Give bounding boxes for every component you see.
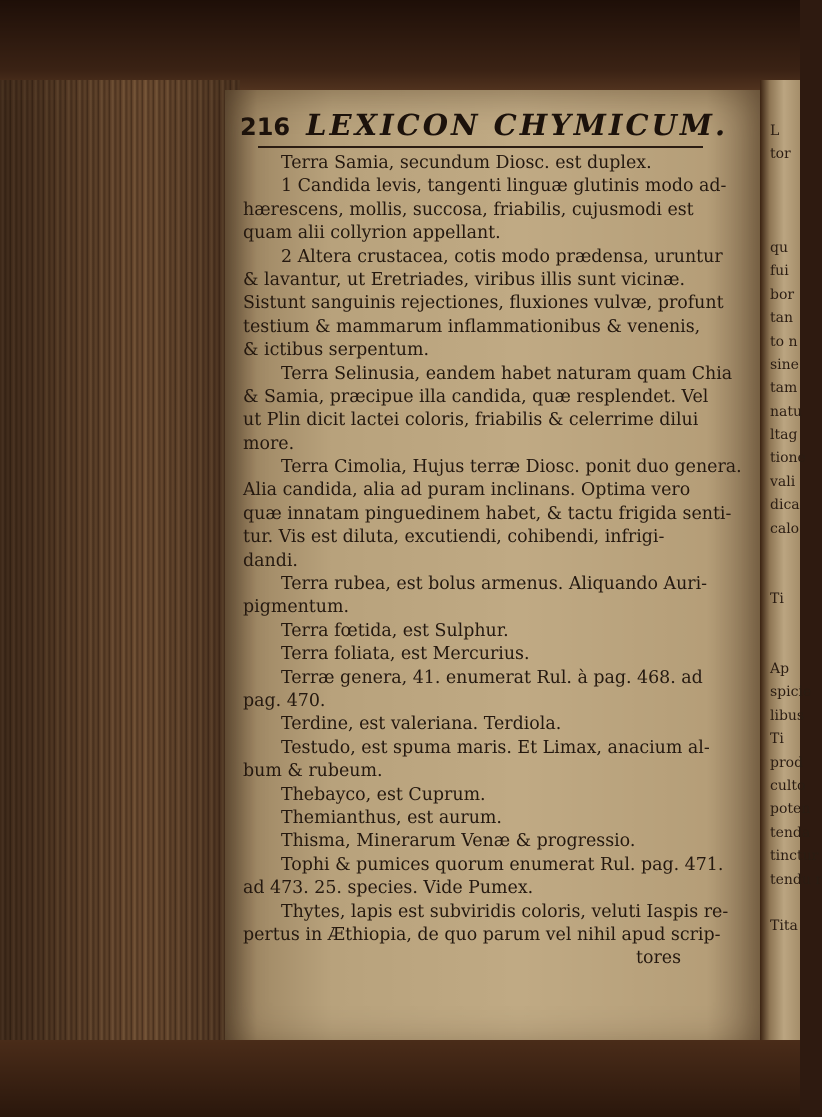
facing-fragment: natu (770, 403, 803, 420)
text-line: Terra foliata, est Mercurius. (281, 644, 530, 665)
facing-fragment: tenda (770, 824, 811, 841)
catchword: tores (636, 948, 681, 969)
text-line: 2 Altera crustacea, cotis modo prædensa, uruntur (281, 246, 723, 267)
text-line: pertus in Æthiopia, de quo parum vel nihil apud scrip- (243, 924, 721, 945)
left-page-edges (0, 80, 240, 1050)
text-line: ad 473. 25. species. Vide Pumex. (243, 878, 534, 899)
page-header (240, 108, 729, 144)
text-line: Thebayco, est Cuprum. (281, 784, 486, 805)
text-line: 1 Candida levis, tangenti linguæ glutinis modo ad- (281, 176, 727, 197)
text-line: Alia candida, alia ad puram inclinans. Optima vero (243, 480, 691, 501)
facing-fragment (770, 892, 800, 915)
text-line: Terra Cimolia, Hujus terræ Diosc. ponit duo genera. (281, 457, 742, 478)
facing-fragment: tendu r (770, 871, 822, 888)
text-line: quæ innatam pinguedinem habet, & tactu frigida senti- (243, 503, 732, 524)
text-line: Terra Samia, secundum Diosc. est duplex. (281, 153, 652, 173)
text-line: Terra Selinusia, eandem habet naturam quam Chia (281, 363, 733, 384)
background-bottom (0, 1040, 800, 1117)
text-line: Thisma, Minerarum Venæ & progressio. (281, 831, 636, 852)
facing-fragment: dica (770, 497, 800, 514)
text-line: Testudo, est spuma maris. Et Limax, anacium al- (281, 737, 710, 758)
facing-fragment: sine (770, 356, 799, 373)
text-line: Sistunt sanguinis rejectiones, fluxiones vulvæ, profunt (243, 293, 724, 314)
facing-fragment: Ti (770, 731, 784, 748)
text-line: Terdine, est valeriana. Terdiola. (281, 714, 562, 735)
facing-fragment: vali (770, 473, 796, 490)
text-line: Thytes, lapis est subviridis coloris, veluti Iaspis re- (281, 901, 729, 922)
text-line: & ictibus serpentum. (243, 340, 430, 361)
facing-fragment: Ti (770, 590, 784, 607)
facing-fragment: fui (770, 263, 789, 280)
facing-page-text (770, 120, 822, 939)
facing-fragment: tione (770, 450, 806, 467)
facing-fragment (770, 214, 800, 237)
text-line: Terra rubea, est bolus armenus. Aliquando Auri- (281, 574, 708, 595)
text-line: testium & mammarum inflammationibus & venenis, (243, 316, 701, 337)
page-number: 216 (240, 113, 291, 141)
facing-fragment: tam (770, 380, 798, 397)
text-line: hærescens, mollis, succosa, friabilis, cujusmodi est (243, 199, 694, 220)
facing-fragment: to n (770, 333, 798, 350)
text-line: & Samia, præcipue illa candida, quæ resplendet. Vel (243, 386, 709, 407)
facing-fragment: poten (770, 801, 811, 818)
text-line: pigmentum. (243, 597, 350, 618)
text-line: pag. 470. (243, 690, 326, 711)
text-line: bum & rubeum. (243, 761, 383, 782)
text-line: Themianthus, est aurum. (281, 807, 502, 828)
text-line: & lavantur, ut Eretriades, viribus illis sunt vicinæ. (243, 269, 685, 290)
text-line: Terra fœtida, est Sulphur. (281, 620, 509, 641)
text-line: Terræ genera, 41. enumerat Rul. à pag. 468. ad (281, 667, 703, 688)
facing-fragment: Ap (770, 660, 790, 677)
running-head: LEXICON CHYMICUM. (306, 108, 729, 142)
facing-fragment: bor (770, 286, 795, 303)
body-text (243, 152, 742, 971)
facing-fragment: culto (770, 777, 806, 794)
facing-fragment: Tita (770, 918, 798, 935)
facing-fragment: tan (770, 310, 793, 327)
facing-fragment: libus (770, 707, 805, 724)
facing-fragment (770, 190, 800, 213)
facing-fragment: tor (770, 146, 791, 163)
text-line: more. (243, 433, 295, 454)
facing-fragment: prod (770, 754, 804, 771)
text-line: tur. Vis est diluta, excutiendi, cohibendi, infrigi- (243, 527, 665, 548)
facing-fragment: qu (770, 239, 788, 256)
header-rule (258, 146, 703, 148)
text-line: Tophi & pumices quorum enumerat Rul. pag. 471. (281, 854, 724, 875)
text-line: quam alii collyrion appellant. (243, 223, 501, 244)
facing-fragment (770, 611, 800, 634)
text-line: ut Plin dicit lactei coloris, friabilis & celerrime dilui (243, 410, 699, 431)
text-line: dandi. (243, 550, 298, 571)
facing-fragment (770, 167, 800, 190)
facing-fragment: ltag (770, 427, 798, 444)
facing-fragment: tinctur (770, 848, 819, 865)
facing-fragment: L (770, 123, 780, 139)
facing-fragment: calo (770, 520, 800, 537)
facing-fragment (770, 541, 800, 564)
facing-fragment: spicie (770, 684, 812, 701)
facing-fragment (770, 635, 800, 658)
facing-fragment (770, 564, 800, 587)
